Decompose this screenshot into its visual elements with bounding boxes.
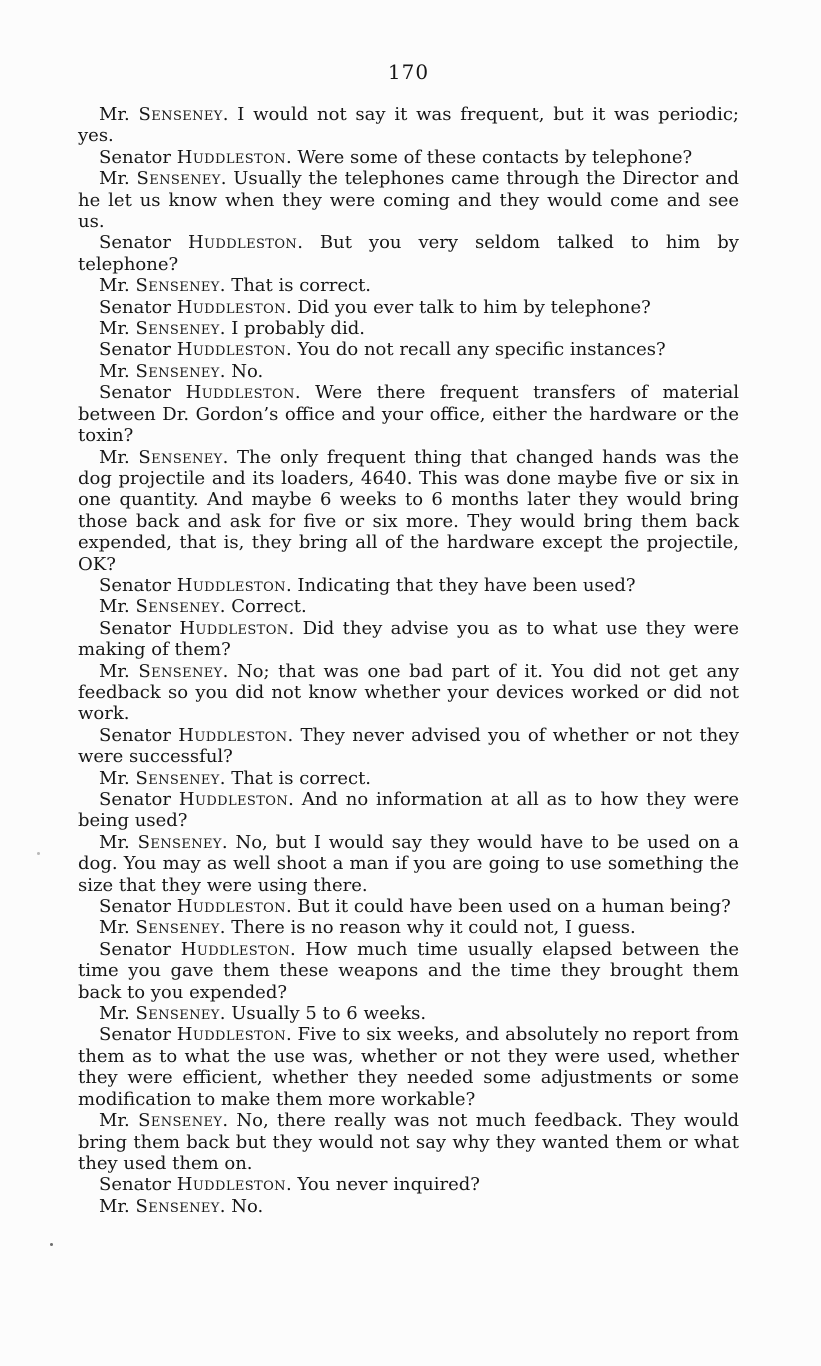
speaker-title: Senator [99, 1174, 177, 1196]
transcript-paragraph [78, 232, 739, 275]
speaker-name: Senseney [135, 767, 220, 789]
speech-text: . Correct. [219, 596, 307, 618]
speaker-title: Senator [99, 296, 177, 318]
speaker-title: Mr. [99, 831, 138, 853]
transcript-paragraph [78, 661, 739, 725]
speaker-name: Senseney [135, 917, 220, 939]
speaker-title: Mr. [99, 168, 137, 190]
speech-text: . Were there frequent transfers of material between Dr. Gordon’s office and your office, either the hardware or the toxin? [78, 382, 739, 447]
transcript-paragraph [78, 618, 739, 661]
speech-text: . There is no reason why it could not, I guess. [219, 917, 636, 939]
speaker-title: Senator [99, 232, 188, 254]
transcript-paragraph [78, 575, 739, 596]
transcript-paragraph [78, 147, 739, 168]
speaker-name: Huddleston [176, 896, 286, 918]
transcript-paragraph [78, 318, 739, 339]
speaker-title: Senator [99, 789, 179, 810]
speaker-name: Senseney [136, 168, 221, 190]
speech-text: . No. [219, 360, 264, 382]
transcript-paragraph [78, 1196, 739, 1217]
speech-text: . No; that was one bad part of it. You did not get any feedback so you did not know whether your devices worked or did not work. [78, 660, 739, 725]
speaker-title: Senator [99, 382, 186, 404]
speaker-title: Mr. [99, 104, 139, 125]
speech-text: . The only frequent thing that changed hands was the dog projectile and its loaders, 4640. This was done maybe five or six in one quantity. And maybe 6 weeks to 6 months later they would bring those back and ask for five or six more. They would bring them back expended, that is, they bring all of the hardware except the projectile, OK? [78, 446, 739, 575]
speaker-name: Senseney [138, 660, 223, 682]
speaker-name: Huddleston [178, 789, 289, 810]
speaker-name: Senseney [135, 318, 220, 340]
speaker-name: Senseney [138, 1110, 223, 1132]
speech-text: . No, there really was not much feedback. They would bring them back but they would not say why they wanted them or what they used them on. [78, 1110, 739, 1174]
speaker-title: Senator [99, 938, 181, 960]
transcript-paragraph [78, 1110, 739, 1174]
transcript-paragraph [78, 596, 739, 617]
speaker-title: Mr. [99, 596, 136, 618]
transcript-paragraph [78, 725, 739, 768]
speaker-title: Senator [99, 574, 177, 596]
speaker-name: Huddleston [187, 232, 298, 254]
speaker-name: Huddleston [176, 1024, 286, 1046]
speaker-name: Huddleston [176, 574, 286, 596]
speaker-title: Mr. [99, 660, 139, 682]
speech-text: . That is correct. [219, 767, 372, 789]
speech-text: . Usually 5 to 6 weeks. [219, 1003, 427, 1025]
speech-text: . And no information at all as to how they were being used? [78, 789, 739, 832]
speaker-name: Huddleston [176, 1174, 286, 1196]
speaker-name: Senseney [135, 1195, 220, 1217]
transcript-paragraph [78, 832, 739, 896]
speaker-title: Mr. [99, 767, 136, 789]
transcript-paragraph [78, 168, 739, 232]
speaker-title: Senator [99, 617, 180, 639]
speaker-name: Huddleston [179, 617, 289, 639]
transcript-paragraph [78, 104, 739, 147]
speaker-name: Senseney [138, 104, 223, 125]
speaker-title: Senator [99, 896, 177, 918]
speech-text: . No. [219, 1195, 264, 1217]
speaker-name: Huddleston [176, 146, 286, 168]
speech-text: . How much time usually elapsed between the time you gave them these weapons and the time they brought them back to you expended? [78, 938, 739, 1003]
speech-text: . You never inquired? [285, 1174, 480, 1196]
transcript-paragraph [78, 1024, 739, 1110]
speech-text: . Were some of these contacts by telephone? [285, 146, 693, 168]
speaker-name: Senseney [135, 360, 220, 382]
speaker-title: Mr. [99, 360, 136, 382]
speaker-name: Huddleston [176, 296, 286, 318]
transcript-paragraph [78, 1174, 739, 1195]
transcript-paragraph [78, 297, 739, 318]
speaker-name: Senseney [137, 831, 222, 853]
page-number: 170 [387, 60, 430, 84]
speech-text: . But you very seldom talked to him by telephone? [78, 232, 739, 275]
speaker-name: Huddleston [180, 938, 290, 960]
speech-text: . I probably did. [219, 318, 365, 340]
transcript-paragraph [78, 1003, 739, 1024]
transcript-paragraph [78, 339, 739, 360]
speech-text: . But it could have been used on a human being? [285, 896, 731, 918]
speech-text: . Did they advise you as to what use they were making of them? [78, 617, 739, 661]
speech-text: . Did you ever talk to him by telephone? [285, 296, 651, 318]
speaker-title: Senator [99, 339, 177, 361]
transcript-paragraph [78, 275, 739, 296]
speaker-title: Mr. [99, 275, 136, 297]
transcript [78, 104, 739, 1217]
speaker-title: Senator [99, 1024, 177, 1046]
transcript-paragraph [78, 939, 739, 1003]
speech-text: . Indicating that they have been used? [285, 574, 636, 596]
speaker-title: Mr. [99, 446, 139, 468]
speaker-name: Huddleston [185, 382, 295, 404]
speaker-title: Senator [99, 146, 177, 168]
transcript-paragraph [78, 768, 739, 789]
speech-text: . No, but I would say they would have to be used on a dog. You may as well shoot a man if you are going to use something the size that they were using there. [78, 831, 739, 896]
speaker-name: Senseney [138, 446, 223, 468]
speech-text: . That is correct. [219, 275, 372, 297]
speaker-name: Senseney [135, 596, 220, 618]
transcript-paragraph [78, 361, 739, 382]
speaker-title: Senator [99, 724, 179, 746]
speaker-title: Mr. [99, 1110, 139, 1132]
transcript-paragraph [78, 789, 739, 832]
scan-artifact-dot [37, 852, 40, 855]
speech-text: . You do not recall any specific instances? [285, 339, 666, 361]
speaker-name: Senseney [135, 275, 220, 297]
speech-text: . Usually the telephones came through the Director and he let us know when they were coming and they would come and see us. [78, 168, 739, 233]
speech-text: . They never advised you of whether or not they were successful? [78, 724, 739, 768]
speaker-title: Mr. [99, 318, 136, 340]
transcript-paragraph [78, 447, 739, 575]
speaker-name: Huddleston [178, 724, 288, 746]
speaker-name: Huddleston [176, 339, 286, 361]
speech-text: . I would not say it was frequent, but it was periodic; yes. [78, 104, 739, 147]
speaker-name: Senseney [135, 1003, 220, 1025]
speaker-title: Mr. [99, 1003, 136, 1025]
speech-text: . Five to six weeks, and absolutely no report from them as to what the use was, whether or not they were used, whether they were efficient, whether they needed some adjustments or some modification to make them more workable? [78, 1024, 739, 1110]
speaker-title: Mr. [99, 917, 136, 939]
speaker-title: Mr. [99, 1195, 136, 1217]
transcript-paragraph [78, 917, 739, 938]
scan-artifact-dot [50, 1243, 53, 1246]
transcript-paragraph [78, 896, 739, 917]
transcript-paragraph [78, 382, 739, 446]
